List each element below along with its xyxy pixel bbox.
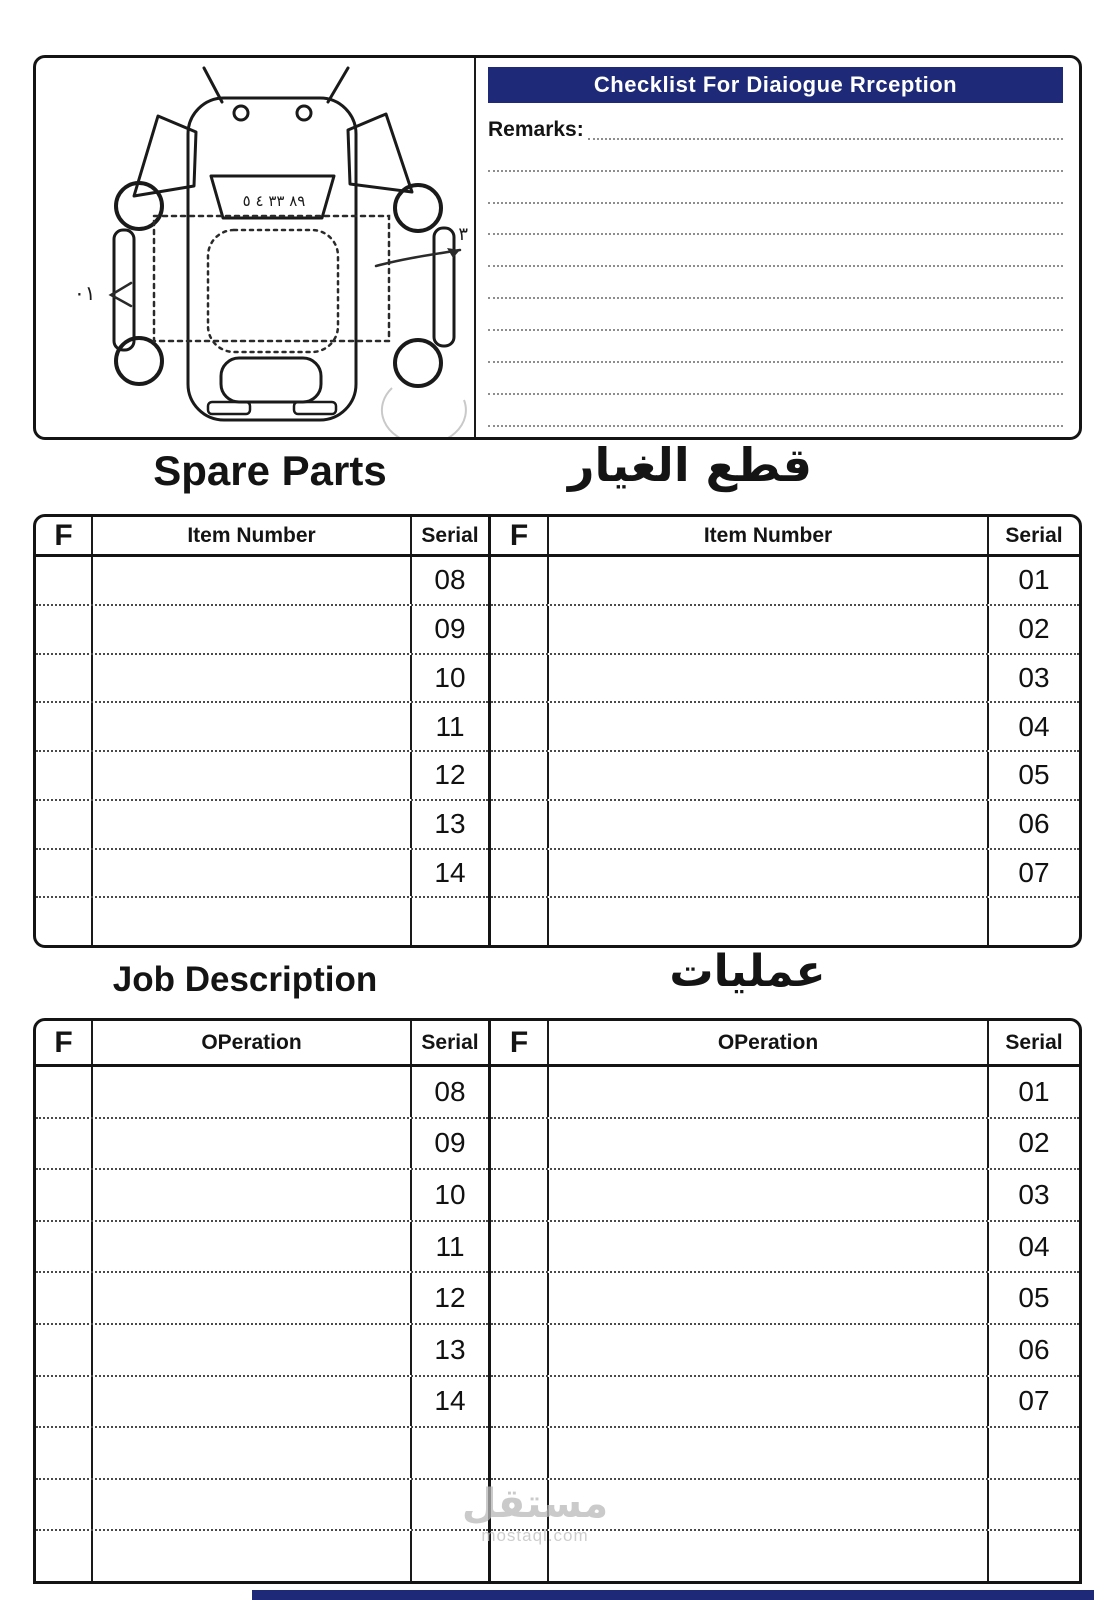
f-cell bbox=[491, 850, 549, 897]
f-cell bbox=[36, 1531, 93, 1581]
operation-cell bbox=[93, 1170, 412, 1220]
table-row bbox=[491, 1273, 1079, 1325]
serial-cell: 10 bbox=[434, 1178, 466, 1210]
checklist-title-bar: Checklist For Diaiogue Rrception bbox=[488, 67, 1063, 103]
f-cell bbox=[491, 1222, 549, 1272]
operation-column-header: OPeration bbox=[549, 1021, 989, 1064]
serial-cell bbox=[989, 898, 1079, 945]
serial-cell: 06 bbox=[1018, 808, 1050, 840]
serial-cell: 04 bbox=[1018, 710, 1050, 742]
f-cell bbox=[491, 1067, 549, 1117]
operation-cell bbox=[549, 1480, 989, 1530]
remarks-row bbox=[488, 111, 1063, 140]
windshield-scribble: ٨٩ ٣٣ ٤ ٥ bbox=[242, 192, 306, 210]
f-cell bbox=[491, 1119, 549, 1169]
remarks-write-line bbox=[488, 267, 1063, 299]
wheel-rear-right bbox=[395, 340, 441, 386]
table-row bbox=[36, 1325, 488, 1377]
f-cell bbox=[36, 1170, 93, 1220]
f-cell bbox=[491, 752, 549, 799]
operation-cell bbox=[549, 1119, 989, 1169]
spare-parts-title-ar: قطع الغيار bbox=[568, 438, 812, 492]
table-row bbox=[36, 1531, 488, 1581]
remarks-write-line bbox=[488, 235, 1063, 267]
item-cell bbox=[93, 655, 412, 702]
serial-cell: 14 bbox=[434, 1385, 466, 1417]
serial-cell: 14 bbox=[434, 856, 466, 888]
serial-cell bbox=[989, 1428, 1079, 1478]
serial-cell: 08 bbox=[434, 564, 466, 596]
serial-cell: 13 bbox=[434, 1333, 466, 1365]
operation-cell bbox=[93, 1377, 412, 1427]
item-cell bbox=[93, 850, 412, 897]
operation-cell bbox=[93, 1067, 412, 1117]
operation-cell bbox=[549, 1067, 989, 1117]
f-cell bbox=[36, 752, 93, 799]
operation-cell bbox=[93, 1273, 412, 1323]
f-cell bbox=[491, 1325, 549, 1375]
serial-cell: 12 bbox=[434, 759, 466, 791]
serial-cell: 01 bbox=[1018, 564, 1050, 596]
table-row bbox=[491, 801, 1079, 850]
remarks-write-line bbox=[488, 299, 1063, 331]
checklist-area bbox=[476, 58, 1079, 437]
car-body-outline bbox=[188, 98, 356, 420]
f-cell bbox=[491, 1273, 549, 1323]
item-number-column-header: Item Number bbox=[93, 517, 412, 554]
serial-cell: 03 bbox=[1018, 1178, 1050, 1210]
operation-cell bbox=[549, 1377, 989, 1427]
item-cell bbox=[549, 557, 989, 604]
job-description-title-ar: عمليات bbox=[669, 946, 826, 997]
f-column-header: F bbox=[36, 1021, 93, 1064]
table-body bbox=[36, 557, 488, 945]
f-column-header: F bbox=[491, 1021, 549, 1064]
open-door-right bbox=[348, 114, 412, 192]
f-cell bbox=[36, 1428, 93, 1478]
table-row bbox=[491, 1119, 1079, 1171]
serial-cell: 03 bbox=[1018, 661, 1050, 693]
f-cell bbox=[491, 1480, 549, 1530]
serial-cell: 11 bbox=[435, 1230, 465, 1262]
remarks-write-line bbox=[488, 331, 1063, 363]
f-cell bbox=[36, 703, 93, 750]
operation-cell bbox=[549, 1428, 989, 1478]
operation-cell bbox=[93, 1480, 412, 1530]
remarks-write-line bbox=[488, 172, 1063, 204]
serial-cell: 05 bbox=[1018, 1282, 1050, 1314]
f-cell bbox=[36, 1067, 93, 1117]
table-header bbox=[36, 1021, 488, 1067]
dotted-cabin-region bbox=[208, 230, 338, 352]
table-row bbox=[491, 703, 1079, 752]
table-row bbox=[36, 850, 488, 899]
handwritten-mark-right: ٣ bbox=[458, 224, 468, 245]
item-cell bbox=[93, 703, 412, 750]
table-row bbox=[491, 1428, 1079, 1480]
serial-cell: 05 bbox=[1018, 759, 1050, 791]
table-row bbox=[36, 898, 488, 945]
operation-cell bbox=[93, 1531, 412, 1581]
f-cell bbox=[36, 606, 93, 653]
f-cell bbox=[36, 1222, 93, 1272]
table-row bbox=[36, 801, 488, 850]
remarks-label: Remarks: bbox=[488, 117, 584, 141]
f-cell bbox=[491, 801, 549, 848]
item-cell bbox=[93, 801, 412, 848]
mirror-left bbox=[234, 106, 248, 120]
spare-parts-right-half bbox=[491, 517, 1079, 945]
serial-cell: 07 bbox=[1018, 856, 1050, 888]
remarks-write-line bbox=[488, 204, 1063, 236]
operation-cell bbox=[549, 1170, 989, 1220]
table-row bbox=[36, 1377, 488, 1429]
f-cell bbox=[491, 1377, 549, 1427]
item-cell bbox=[549, 655, 989, 702]
mirror-right bbox=[297, 106, 311, 120]
wheel-front-right bbox=[395, 185, 441, 231]
car-diagram bbox=[36, 58, 476, 437]
watermark-arabic: مستقل bbox=[461, 1481, 609, 1527]
tail-light-left bbox=[208, 402, 250, 414]
table-body bbox=[491, 557, 1079, 945]
f-cell bbox=[36, 655, 93, 702]
wheel-rear-left bbox=[116, 338, 162, 384]
serial-column-header: Serial bbox=[421, 1030, 479, 1054]
handwritten-mark-left: ٠١ bbox=[74, 281, 96, 305]
job-description-table bbox=[33, 1018, 1082, 1584]
f-cell bbox=[491, 898, 549, 945]
tail-light-right bbox=[294, 402, 336, 414]
spare-parts-title-en: Spare Parts bbox=[153, 447, 387, 494]
table-row bbox=[491, 752, 1079, 801]
item-number-column-header: Item Number bbox=[549, 517, 989, 554]
table-row bbox=[36, 1067, 488, 1119]
f-cell bbox=[36, 1273, 93, 1323]
remarks-write-line bbox=[488, 363, 1063, 395]
job-description-left-half bbox=[36, 1021, 491, 1581]
serial-cell: 10 bbox=[434, 661, 466, 693]
item-cell bbox=[549, 703, 989, 750]
item-cell bbox=[93, 898, 412, 945]
serial-cell bbox=[412, 1428, 488, 1478]
serial-cell bbox=[412, 898, 488, 945]
serial-cell bbox=[412, 1531, 488, 1581]
f-column-header: F bbox=[491, 517, 549, 554]
f-cell bbox=[36, 850, 93, 897]
footer-blue-bar bbox=[252, 1590, 1094, 1600]
serial-cell: 09 bbox=[434, 613, 466, 645]
rear-window bbox=[221, 358, 321, 402]
table-row bbox=[36, 1273, 488, 1325]
operation-cell bbox=[549, 1531, 989, 1581]
table-row bbox=[491, 1531, 1079, 1581]
serial-cell: 08 bbox=[434, 1075, 466, 1107]
table-row bbox=[491, 1067, 1079, 1119]
table-body bbox=[36, 1067, 488, 1581]
serial-cell bbox=[989, 1531, 1079, 1581]
table-row bbox=[491, 898, 1079, 945]
f-cell bbox=[491, 703, 549, 750]
operation-column-header: OPeration bbox=[93, 1021, 412, 1064]
watermark-url: mostaql.com bbox=[481, 1526, 589, 1545]
f-cell bbox=[491, 606, 549, 653]
serial-cell: 12 bbox=[434, 1282, 466, 1314]
serial-cell: 04 bbox=[1018, 1230, 1050, 1262]
operation-cell bbox=[549, 1325, 989, 1375]
table-row bbox=[491, 1377, 1079, 1429]
serial-column-header: Serial bbox=[421, 523, 479, 547]
f-cell bbox=[36, 1377, 93, 1427]
table-row bbox=[36, 752, 488, 801]
item-cell bbox=[549, 850, 989, 897]
job-description-title-en: Job Description bbox=[112, 960, 378, 999]
table-row bbox=[491, 1222, 1079, 1274]
serial-cell: 01 bbox=[1018, 1075, 1050, 1107]
table-row bbox=[36, 606, 488, 655]
item-cell bbox=[549, 801, 989, 848]
f-cell bbox=[36, 1480, 93, 1530]
f-cell bbox=[491, 655, 549, 702]
operation-cell bbox=[93, 1428, 412, 1478]
serial-cell: 09 bbox=[434, 1127, 466, 1159]
serial-column-header: Serial bbox=[1005, 1030, 1063, 1054]
table-row bbox=[36, 655, 488, 704]
table-body bbox=[491, 1067, 1079, 1581]
item-cell bbox=[93, 752, 412, 799]
item-cell bbox=[549, 898, 989, 945]
table-row bbox=[36, 1480, 488, 1532]
operation-cell bbox=[93, 1325, 412, 1375]
item-cell bbox=[549, 606, 989, 653]
f-column-header: F bbox=[36, 517, 93, 554]
operation-cell bbox=[549, 1273, 989, 1323]
f-cell bbox=[36, 1325, 93, 1375]
side-rail-right bbox=[434, 228, 454, 346]
table-row bbox=[36, 703, 488, 752]
item-cell bbox=[93, 606, 412, 653]
operation-cell bbox=[93, 1222, 412, 1272]
pencil-smudge bbox=[382, 388, 466, 437]
f-cell bbox=[491, 557, 549, 604]
serial-cell bbox=[989, 1480, 1079, 1530]
car-top-view-sketch bbox=[36, 58, 474, 437]
f-cell bbox=[491, 1170, 549, 1220]
job-description-right-half bbox=[491, 1021, 1079, 1581]
serial-cell: 13 bbox=[434, 808, 466, 840]
table-row bbox=[491, 1325, 1079, 1377]
table-row bbox=[491, 1480, 1079, 1532]
serial-cell: 06 bbox=[1018, 1333, 1050, 1365]
table-row bbox=[491, 1170, 1079, 1222]
table-row bbox=[36, 1222, 488, 1274]
serial-cell bbox=[412, 1480, 488, 1530]
serial-cell: 11 bbox=[435, 710, 465, 742]
table-row bbox=[36, 1170, 488, 1222]
antenna-right bbox=[328, 68, 348, 102]
table-row bbox=[36, 557, 488, 606]
f-cell bbox=[36, 1119, 93, 1169]
table-row bbox=[491, 850, 1079, 899]
serial-cell: 02 bbox=[1018, 1127, 1050, 1159]
vehicle-checklist-box bbox=[33, 55, 1082, 440]
table-header bbox=[491, 517, 1079, 557]
f-cell bbox=[36, 557, 93, 604]
item-cell bbox=[549, 752, 989, 799]
table-header bbox=[36, 517, 488, 557]
spare-parts-table bbox=[33, 514, 1082, 948]
item-cell bbox=[93, 557, 412, 604]
f-cell bbox=[36, 898, 93, 945]
serial-cell: 07 bbox=[1018, 1385, 1050, 1417]
f-cell bbox=[36, 801, 93, 848]
f-cell bbox=[491, 1531, 549, 1581]
remarks-write-line bbox=[488, 140, 1063, 172]
table-row bbox=[491, 655, 1079, 704]
table-row bbox=[36, 1119, 488, 1171]
f-cell bbox=[491, 1428, 549, 1478]
table-row bbox=[36, 1428, 488, 1480]
table-row bbox=[491, 557, 1079, 606]
operation-cell bbox=[549, 1222, 989, 1272]
operation-cell bbox=[93, 1119, 412, 1169]
remarks-write-line bbox=[488, 395, 1063, 427]
serial-column-header: Serial bbox=[1005, 523, 1063, 547]
spare-parts-left-half bbox=[36, 517, 491, 945]
serial-cell: 02 bbox=[1018, 613, 1050, 645]
table-header bbox=[491, 1021, 1079, 1067]
table-row bbox=[491, 606, 1079, 655]
